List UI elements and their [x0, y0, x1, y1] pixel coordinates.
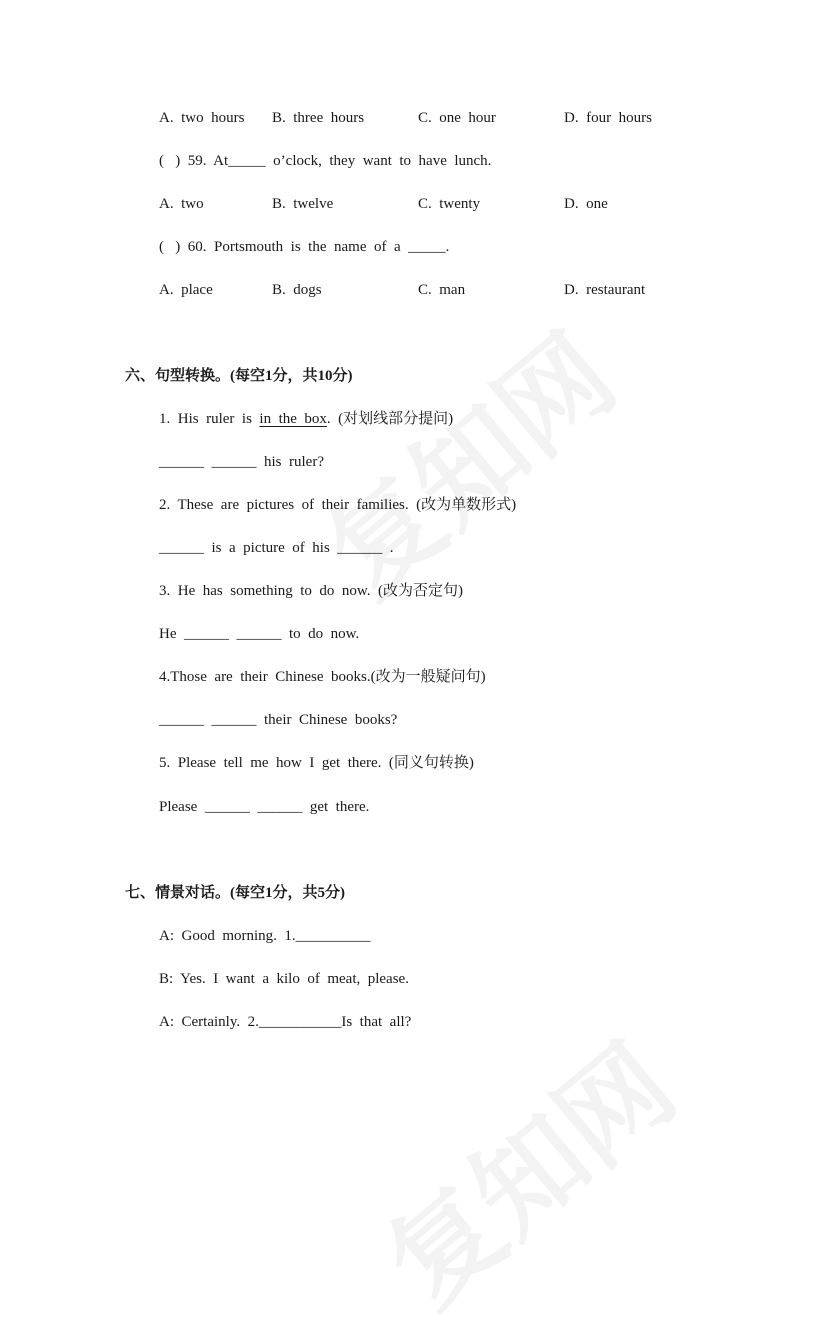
s6-item-1-underlined: in the box: [259, 411, 327, 427]
watermark-bottom: [348, 1002, 702, 1335]
s6-item-5-answer: Please ______ ______ get there.: [159, 799, 370, 815]
q59-option-c: C. twenty: [418, 196, 481, 212]
q58-option-b: B. three hours: [272, 110, 365, 126]
s6-item-4-answer: ______ ______ their Chinese books?: [159, 712, 398, 728]
q59-option-d: D. one: [564, 196, 608, 212]
s6-item-4: 4.Those are their Chinese books.(改为一般疑问句): [159, 669, 486, 685]
s6-item-5: 5. Please tell me how I get there. (同义句转换): [159, 755, 474, 771]
watermark: [288, 292, 642, 625]
s7-line-3: A: Certainly. 2.___________Is that all?: [159, 1014, 412, 1030]
s6-item-1-after: . (对划线部分提问): [326, 411, 454, 427]
q59-stem: ( ) 59. At_____ o’clock, they want to have lunch.: [159, 153, 492, 169]
q59-option-b: B. twelve: [272, 196, 334, 212]
q60-option-a: A. place: [159, 282, 213, 298]
s6-item-2: 2. These are pictures of their families. (改为单数形式): [159, 497, 517, 513]
s6-item-1-answer: ______ ______ his ruler?: [159, 454, 324, 470]
q58-option-d: D. four hours: [564, 110, 652, 126]
s7-line-1: A: Good morning. 1.__________: [159, 928, 371, 944]
section6-title: 六、句型转换。(每空1分，共10分): [125, 368, 353, 384]
s6-item-2-answer: ______ is a picture of his ______ .: [159, 540, 394, 556]
section7-title: 七、情景对话。(每空1分，共5分): [125, 885, 345, 901]
q58-option-a: A. two hours: [159, 110, 245, 126]
q58-option-c: C. one hour: [418, 110, 496, 126]
q60-option-d: D. restaurant: [564, 282, 646, 298]
q60-stem: ( ) 60. Portsmouth is the name of a _____.: [159, 239, 450, 255]
s6-item-3: 3. He has something to do now. (改为否定句): [159, 583, 463, 599]
s6-item-1-before: 1. His ruler is: [159, 411, 260, 427]
q60-option-b: B. dogs: [272, 282, 322, 298]
q60-option-c: C. man: [418, 282, 466, 298]
q59-option-a: A. two: [159, 196, 204, 212]
s7-line-2: B: Yes. I want a kilo of meat, please.: [159, 971, 409, 987]
s6-item-1: [159, 409, 453, 429]
s6-item-3-answer: He ______ ______ to do now.: [159, 626, 360, 642]
